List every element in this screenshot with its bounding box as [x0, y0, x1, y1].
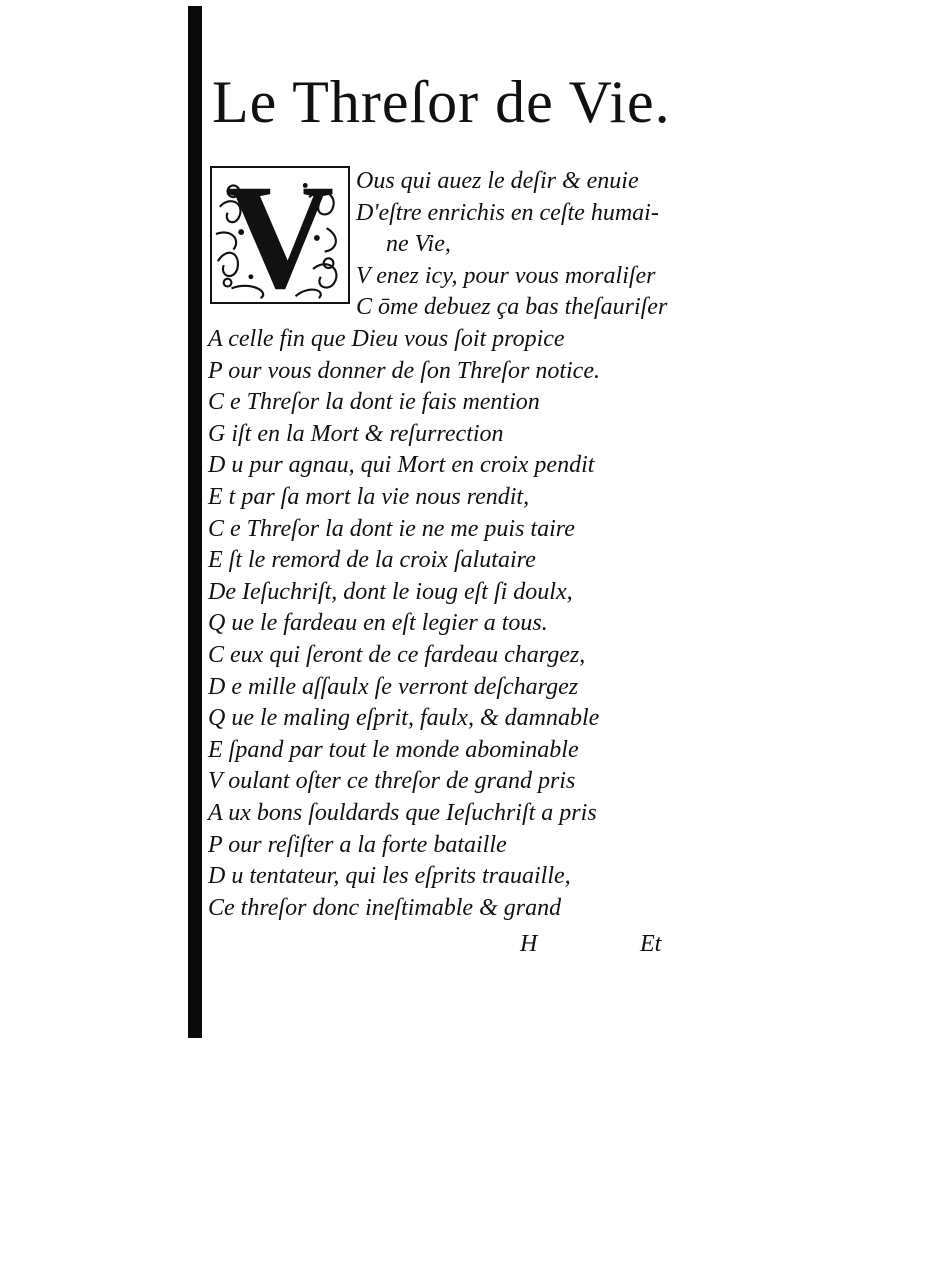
verse-line: Ous qui auez le deſir & enuie — [356, 168, 639, 194]
drop-cap-letter: V — [225, 166, 335, 304]
verse-line: C eux qui ſeront de ce fardeau chargez, — [208, 641, 586, 668]
verse-line: Q ue le fardeau en eſt legier a tous. — [208, 610, 548, 637]
verse-line: ne Vie, — [386, 231, 451, 258]
page-footer — [0, 928, 946, 960]
verse-line: De Ieſuchriſt, dont le ioug eſt ſi doulx, — [208, 578, 573, 605]
verse-line: P our reſiſter a la forte bataille — [208, 831, 507, 858]
verse-line: Q ue le maling eſprit, faulx, & damnable — [208, 705, 600, 732]
verse-line: V enez icy, pour vous moraliſer — [356, 262, 656, 289]
verse-line: D u pur agnau, qui Mort en croix pendit — [208, 452, 595, 479]
verse-line: E t par ſa mort la vie nous rendit, — [208, 483, 530, 510]
first-stanza-lines — [356, 166, 667, 324]
verse-line: A celle fin que Dieu vous ſoit propice — [208, 326, 565, 352]
verse-line: V oulant oſter ce threſor de grand pris — [208, 768, 576, 795]
verse-line: A ux bons ſouldards que Ieſuchriſt a pris — [208, 799, 597, 826]
verse-line: C e Threſor la dont ie ne me puis taire — [208, 515, 575, 542]
poem-body — [208, 324, 600, 924]
verse-line: D u tentateur, qui les eſprits trauaille, — [208, 863, 571, 890]
verse-line: D e mille aſſaulx ſe verront deſchargez — [208, 673, 579, 700]
verse-line: C ōme debuez ça bas theſauriſer — [356, 294, 668, 321]
verse-line: E ſpand par tout le monde abominable — [208, 736, 579, 763]
drop-cap — [210, 166, 350, 304]
verse-line: P our vous donner de ſon Threſor notice. — [208, 357, 600, 384]
verse-line: Ce threſor donc ineſtimable & grand — [208, 894, 562, 921]
verse-line: G iſt en la Mort & reſurrection — [208, 420, 504, 447]
verse-line: E ſt le remord de la croix ſalutaire — [208, 547, 536, 574]
page-title: Le Threſor de Vie. — [212, 69, 671, 135]
signature-mark: H — [520, 931, 538, 957]
verse-line: D'eſtre enrichis en ceſte humai- — [356, 199, 659, 226]
page-edge-rule — [188, 6, 202, 1038]
verse-line: C e Threſor la dont ie fais mention — [208, 389, 540, 416]
catchword: Et — [640, 931, 662, 957]
